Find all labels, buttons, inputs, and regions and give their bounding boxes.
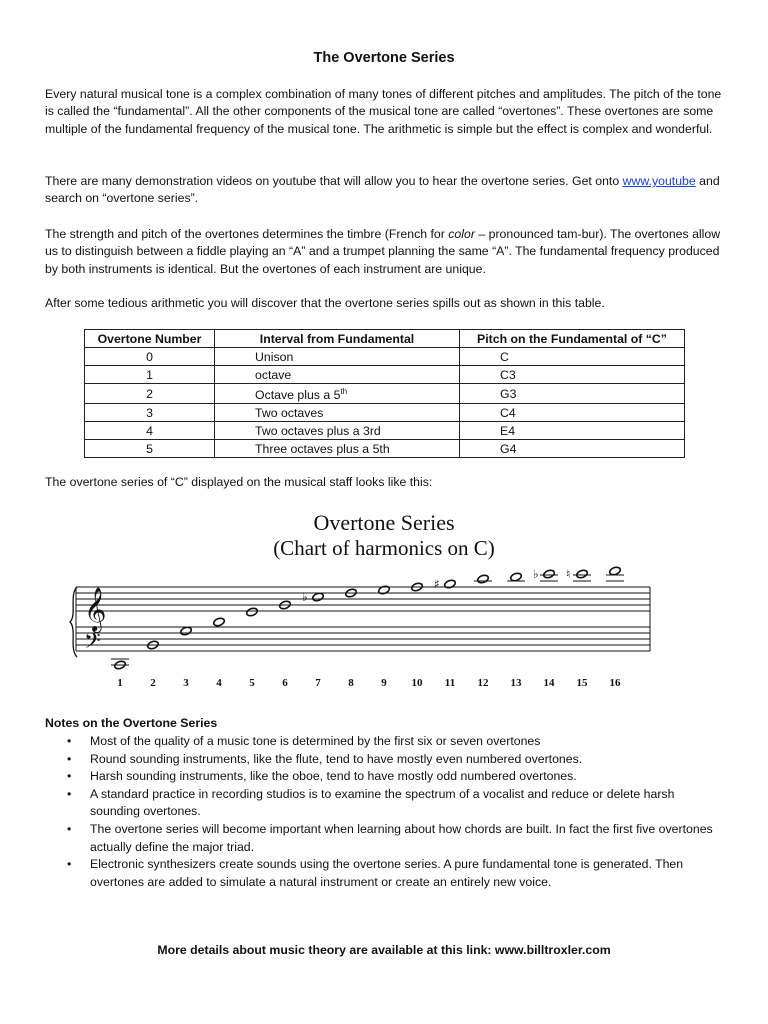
page-title: The Overtone Series	[313, 50, 455, 66]
note-head	[213, 617, 226, 627]
list-item: • Most of the quality of a music tone is determined by the first six or seven overtones	[45, 733, 715, 751]
table-cell: octave	[215, 366, 460, 384]
table-cell: Two octaves	[215, 404, 460, 422]
svg-text:𝄢: 𝄢	[84, 629, 101, 659]
table-row	[85, 366, 685, 384]
bass-clef-icon	[84, 629, 101, 659]
list-item: • Electronic synthesizers create sounds using the overtone series. A pure fundamental tone is generated. Then overtones are added to simulate a natural instrument or create an entirely new voice.	[45, 856, 715, 891]
note-head	[144, 640, 162, 651]
note-head	[533, 567, 558, 581]
table-header-pitch: Pitch on the Fundamental of “C”	[460, 330, 685, 348]
table-cell: 2	[85, 384, 215, 404]
accidental-icon: ♯	[434, 577, 440, 591]
accidental-icon: ♮	[566, 567, 571, 581]
musical-staff-image	[60, 560, 660, 690]
intro-paragraph: Every natural musical tone is a complex combination of many tones of different pitches and amplitudes. The pitch of the tone is called the “fundamental”. All the other components of the musical tone are called “overtones”. These overtones are some multiple of the fundamental frequency of the musical tone. The arithmetic is simple but the effect is complex and wonderful.	[45, 87, 722, 136]
harmonic-number: 13	[510, 677, 522, 689]
table-cell: 0	[85, 348, 215, 366]
harmonic-number: 14	[543, 677, 555, 689]
harmonic-number: 16	[609, 677, 621, 689]
table-row	[85, 348, 685, 366]
harmonic-number: 5	[249, 677, 255, 689]
table-cell: Two octaves plus a 3rd	[215, 422, 460, 440]
note-head	[606, 566, 624, 581]
note-head	[246, 607, 259, 617]
youtube-text-after: and search on “overtone series”.	[45, 174, 720, 206]
harmonic-number: 11	[444, 677, 456, 689]
table-cell: 4	[85, 422, 215, 440]
table-cell: C4	[460, 404, 685, 422]
note-head	[302, 590, 324, 604]
harmonic-number: 15	[576, 677, 588, 689]
notes-heading: Notes on the Overtone Series	[45, 716, 218, 730]
note-head	[434, 577, 456, 591]
table-cell: C	[460, 348, 685, 366]
youtube-link[interactable]: www.youtube	[622, 174, 696, 188]
list-item: • A standard practice in recording studios is to examine the spectrum of a vocalist and reduce or delete harsh sounding overtones.	[45, 786, 715, 821]
timbre-emphasis: color	[448, 227, 475, 241]
harmonic-number: 12	[477, 677, 489, 689]
staff-intro-paragraph: The overtone series of “C” displayed on the musical staff looks like this:	[45, 475, 433, 489]
table-header-interval: Interval from Fundamental	[215, 330, 460, 348]
accidental-icon: ♭	[533, 567, 539, 581]
table-cell: G4	[460, 440, 685, 458]
harmonic-number: 2	[150, 677, 156, 689]
timbre-paragraph	[45, 226, 725, 278]
footer-text: More details about music theory are available at this link: www.billtroxler.com	[157, 943, 611, 957]
harmonic-number: 10	[411, 677, 423, 689]
staff-chart-title: Overtone Series	[313, 510, 455, 535]
overtone-table	[84, 329, 685, 458]
harmonic-number: 4	[216, 677, 222, 689]
staff-lines	[76, 587, 650, 651]
list-item: • The overtone series will become important when learning about how chords are built. In fact the first five overtones actually define the major triad.	[45, 821, 715, 856]
note-head	[111, 659, 129, 670]
table-cell: G3	[460, 384, 685, 404]
note-head	[378, 585, 391, 595]
notes-list	[45, 733, 715, 891]
treble-clef-icon	[84, 587, 106, 633]
table-cell: 1	[85, 366, 215, 384]
table-cell	[215, 384, 460, 404]
harmonic-number: 9	[381, 677, 387, 689]
accidental-icon: ♭	[302, 590, 308, 604]
youtube-paragraph	[45, 173, 725, 208]
superscript: th	[340, 387, 348, 396]
table-cell: Unison	[215, 348, 460, 366]
table-intro-paragraph: After some tedious arithmetic you will discover that the overtone series spills out as shown in this table.	[45, 296, 605, 310]
table-row	[85, 440, 685, 458]
notes-layer	[111, 566, 624, 670]
list-item: • Harsh sounding instruments, like the oboe, tend to have mostly odd numbered overtones.	[45, 768, 715, 786]
harmonic-number: 7	[315, 677, 321, 689]
table-header-overtone-number: Overtone Number	[85, 330, 215, 348]
harmonic-number: 1	[117, 677, 123, 689]
harmonic-number: 8	[348, 677, 354, 689]
harmonic-numbers	[117, 677, 621, 689]
table-row	[85, 422, 685, 440]
table-cell-text: Octave plus a 5	[255, 388, 341, 403]
table-cell: 5	[85, 440, 215, 458]
note-head	[566, 567, 591, 581]
harmonic-number: 3	[183, 677, 189, 689]
table-cell: C3	[460, 366, 685, 384]
harmonic-number: 6	[282, 677, 288, 689]
svg-text:𝄞: 𝄞	[84, 587, 107, 631]
table-row	[85, 404, 685, 422]
timbre-text-b: – pronounced tam-bur). The overtones allow us to distinguish between a fiddle playing an “A” and a trumpet planning the same “A”. The fundamental frequency produced by both instruments is identical. But the overtones of each instrument are unique.	[45, 227, 721, 276]
note-head	[507, 572, 525, 582]
timbre-text-a: The strength and pitch of the overtones determines the timbre (French for	[45, 227, 449, 241]
table-cell: E4	[460, 422, 685, 440]
staff-chart-subtitle: (Chart of harmonics on C)	[273, 536, 495, 560]
table-cell: 3	[85, 404, 215, 422]
table-row	[85, 384, 685, 404]
note-head	[474, 574, 492, 584]
table-cell: Three octaves plus a 5th	[215, 440, 460, 458]
list-item: • Round sounding instruments, like the flute, tend to have mostly even numbered overtones.	[45, 751, 715, 769]
table-header-row	[85, 330, 685, 348]
youtube-text-before: There are many demonstration videos on youtube that will allow you to hear the overtone series. Get onto	[45, 174, 623, 188]
